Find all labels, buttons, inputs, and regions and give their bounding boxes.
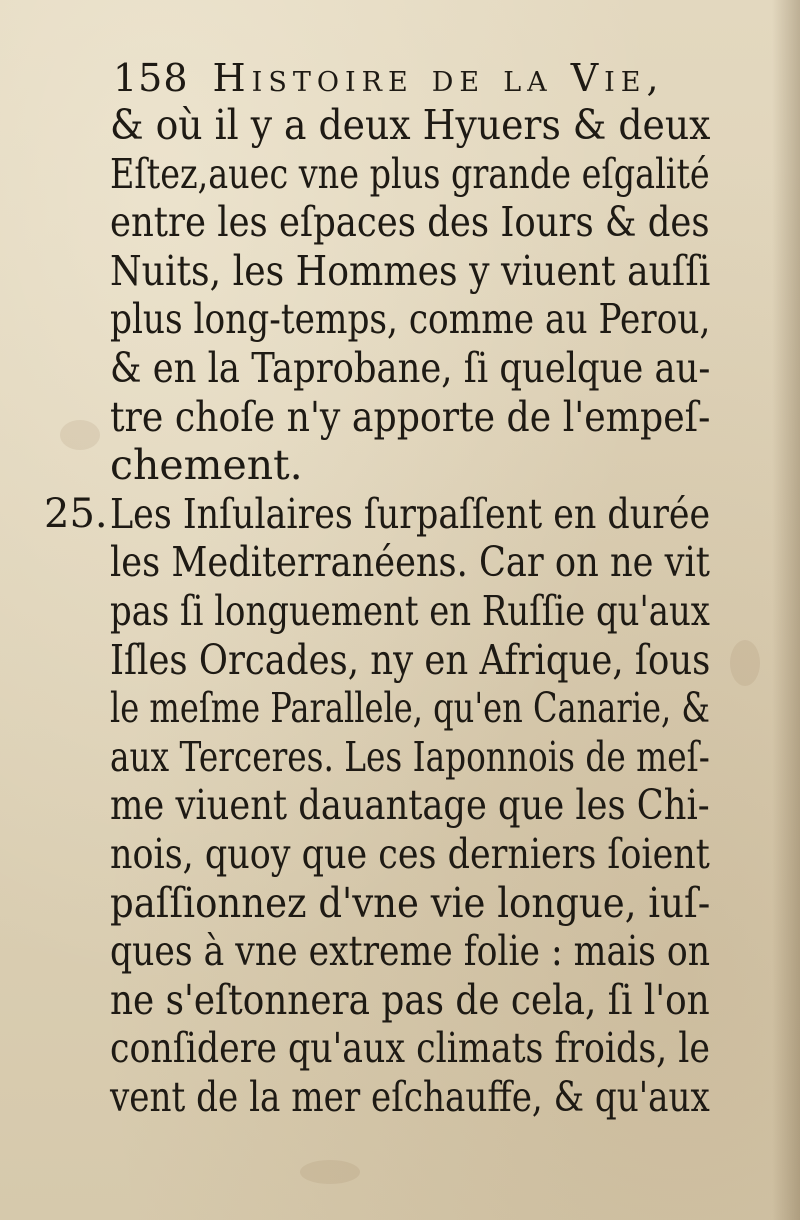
text-line: aux Terceres. Les Iaponnois de meſ- xyxy=(110,732,710,781)
text-line: le meſme Parallele, qu'en Canarie, & xyxy=(110,684,710,733)
body-text xyxy=(110,101,710,1121)
text-line: & en la Taprobane, ſi quelque au- xyxy=(110,343,711,392)
text-line: entre les eſpaces des Iours & des xyxy=(110,198,710,247)
text-line: Iſles Orcades, ny en Afrique, ſous xyxy=(110,635,711,684)
text-line: pas ſi longuement en Ruſſie qu'aux xyxy=(110,586,710,635)
text-line: conſidere qu'aux climats froids, le xyxy=(110,1024,711,1073)
paper-stain xyxy=(730,640,760,686)
running-header xyxy=(113,56,673,106)
text-line: ques à vne extreme folie : mais on xyxy=(110,927,711,976)
text-line: ne s'eſtonnera pas de cela, ſi l'on xyxy=(110,975,710,1024)
text-line: Eſtez,auec vne plus grande eſgalité xyxy=(110,149,710,198)
text-line: les Mediterranéens. Car on ne vit xyxy=(110,538,710,587)
text-line: Nuits, les Hommes y viuent auſſi xyxy=(110,246,711,295)
page-number: 158 xyxy=(113,56,189,100)
paper-stain xyxy=(60,420,100,450)
text-line: me viuent dauantage que les Chi- xyxy=(110,781,710,830)
text-line: Les Inſulaires ſurpaſſent en durée xyxy=(110,489,711,538)
text-line: nois, quoy que ces derniers ſoient xyxy=(110,829,710,878)
text-line: vent de la mer eſchauffe, & qu'aux xyxy=(110,1072,710,1121)
paragraph-number: 25. xyxy=(44,491,108,537)
text-line: plus long-temps, comme au Perou, xyxy=(110,295,711,344)
paper-stain xyxy=(300,1160,360,1184)
page-edge-shadow xyxy=(772,0,800,1220)
text-line: & où il y a deux Hyuers & deux xyxy=(110,101,711,149)
text-line: paſſionnez d'vne vie longue, iuſ- xyxy=(110,878,711,927)
running-title: Histoire de la Vie, xyxy=(212,56,665,100)
text-line: tre choſe n'y apporte de l'empeſ- xyxy=(110,392,711,441)
text-line: chement. xyxy=(110,441,303,490)
